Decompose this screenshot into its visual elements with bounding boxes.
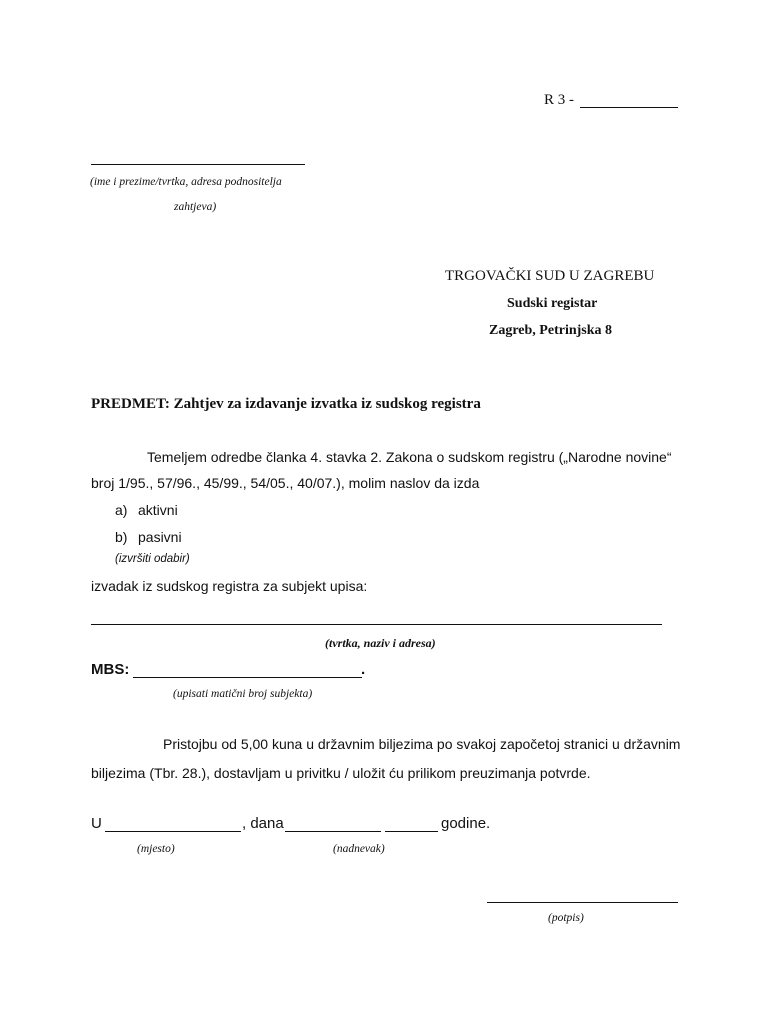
reference-number: R 3 -: [544, 92, 574, 108]
subject-entry-blank[interactable]: [91, 624, 662, 625]
applicant-hint: (ime i prezime/tvrtka, adresa podnositelja: [90, 176, 282, 188]
year-suffix: godine.: [441, 815, 491, 832]
place-blank[interactable]: [105, 831, 241, 832]
option-b-letter: b): [115, 529, 128, 545]
court-address: Zagreb, Petrinjska 8: [489, 323, 613, 338]
option-active[interactable]: aktivni: [138, 502, 178, 518]
option-passive[interactable]: pasivni: [138, 529, 182, 545]
option-a-letter: a): [115, 502, 128, 518]
court-department: Sudski registar: [507, 296, 598, 311]
mbs-blank[interactable]: [133, 677, 362, 678]
reference-number-blank[interactable]: [580, 107, 678, 108]
place-hint: (mjesto): [137, 843, 175, 855]
request-paragraph-line1: Temeljem odredbe članka 4. stavka 2. Zakona o sudskom registru („Narodne novine“: [147, 449, 672, 465]
signature-hint: (potpis): [548, 912, 584, 924]
court-name: TRGOVAČKI SUD U ZAGREBU: [445, 268, 655, 284]
place-prefix: U: [91, 815, 102, 832]
signature-blank[interactable]: [487, 902, 678, 903]
year-blank[interactable]: [385, 831, 438, 832]
subject-entry-hint: (tvrtka, naziv i adresa): [325, 636, 436, 650]
mbs-hint: (upisati matični broj subjekta): [173, 688, 313, 700]
date-hint: (nadnevak): [333, 843, 385, 855]
request-paragraph-line2: broj 1/95., 57/96., 45/99., 54/05., 40/07.), molim naslov da izda: [91, 475, 480, 491]
date-blank[interactable]: [285, 831, 381, 832]
mbs-period: .: [361, 661, 366, 678]
extract-subject-label: izvadak iz sudskog registra za subjekt upisa:: [91, 578, 368, 594]
applicant-blank[interactable]: [91, 164, 305, 165]
applicant-hint-continued: zahtjeva): [174, 201, 217, 213]
options-hint: (izvršiti odabir): [115, 553, 190, 565]
date-label: , dana: [242, 815, 284, 832]
subject-heading: PREDMET: Zahtjev za izdavanje izvatka iz sudskog registra: [91, 396, 481, 412]
mbs-label: MBS:: [91, 661, 130, 678]
fee-paragraph-line2: biljezima (Tbr. 28.), dostavljam u privitku / uložit ću prilikom preuzimanja potvrde.: [91, 765, 591, 781]
fee-paragraph-line1: Pristojbu od 5,00 kuna u državnim biljezima po svakoj započetoj stranici u državnim: [163, 736, 681, 752]
